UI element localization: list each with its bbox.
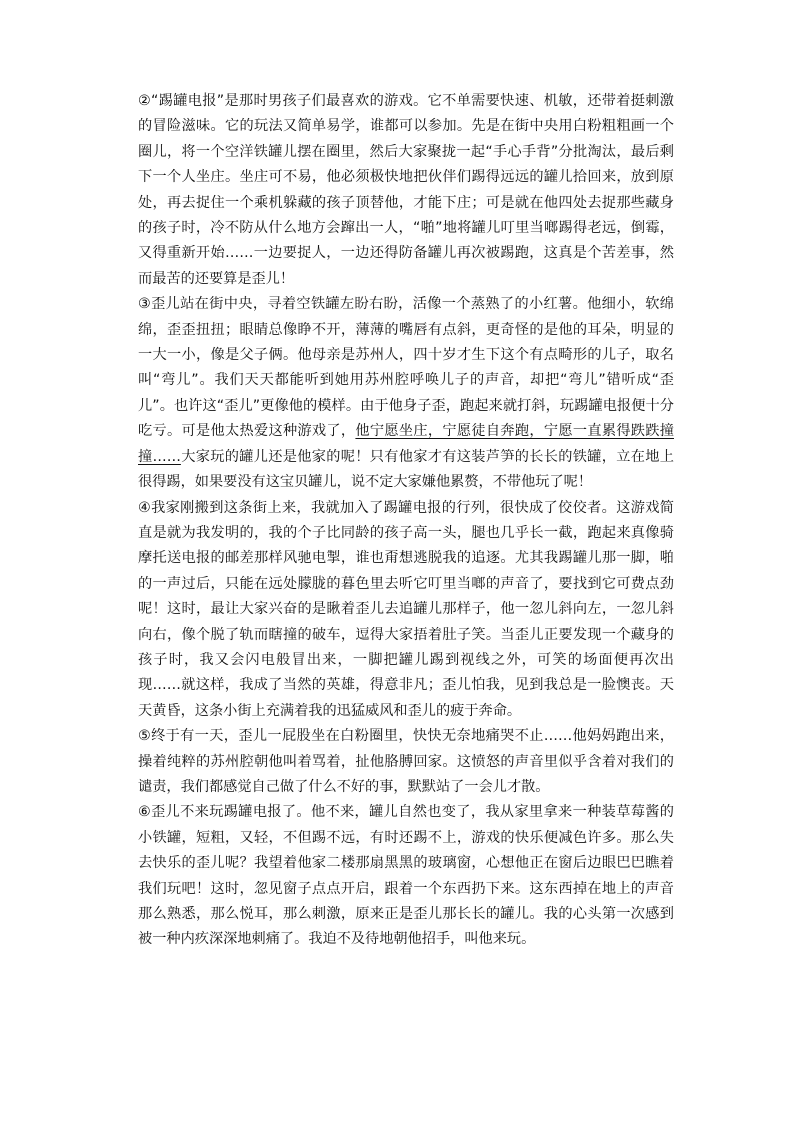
paragraph-3 [138,292,674,495]
paragraph-5-text: ⑤终于有一天，歪儿一屁股坐在白粉圈里，快快无奈地痛哭不止……他妈妈跑出来，操着纯粹的苏州腔朝他叫着骂着，扯他胳膊回家。这愤怒的声音里似乎含着对我们的谴责，我们都感觉自己做了什么不好的事，默默站了一会儿才散。 [138,728,674,795]
paragraph-6-text: ⑥歪儿不来玩踢罐电报了。他不来，罐儿自然也变了，我从家里拿来一种装草莓酱的小铁罐，短粗，又轻，不但踢不远，有时还踢不上，游戏的快乐便减色许多。那么失去快乐的歪儿呢？我望着他家二楼那扇黑黑的玻璃窗，心想他正在窗后边眼巴巴瞧着我们玩吧！这时，忽见窗子点点开启，跟着一个东西扔下来。这东西掉在地上的声音那么熟悉，那么悦耳，那么刺激，原来正是歪儿那长长的罐儿。我的心头第一次感到被一种内疚深深地刺痛了。我迫不及待地朝他招手，叫他来玩。 [138,804,674,948]
paragraph-3-text-b: 大家玩的罐儿还是他家的呢！只有他家才有这装芦笋的长长的铁罐，立在地上很得踢，如果要没有这宝贝罐儿，说不定大家嫌他累赘，不带他玩了呢！ [138,448,674,491]
paragraph-5 [138,724,674,800]
document-page [138,89,674,953]
paragraph-4-text: ④我家刚搬到这条街上来，我就加入了踢罐电报的行列，很快成了佼佼者。这游戏简直是就为我发明的，我的个子比同龄的孩子高一头，腿也几乎长一截，跑起来真像骑摩托送电报的邮差那样风驰电掣，谁也甭想逃脱我的追逐。尤其我踢罐儿那一脚，啪的一声过后，只能在远处朦胧的暮色里去听它叮里当啷的声音了，要找到它可费点劲呢！这时，最让大家兴奋的是瞅着歪儿去追罐儿那样子，他一忽儿斜向左，一忽儿斜向右，像个脱了轨而瞎撞的破车，逗得大家捂着肚子笑。当歪儿正要发现一个藏身的孩子时，我又会闪电般冒出来，一脚把罐儿踢到视线之外，可笑的场面便再次出现……就这样，我成了当然的英雄，得意非凡；歪儿怕我，见到我总是一脸懊丧。天天黄昏，这条小街上充满着我的迅猛威风和歪儿的疲于奔命。 [138,499,674,719]
paragraph-6 [138,800,674,952]
paragraph-4 [138,496,674,725]
paragraph-2 [138,89,674,292]
underlined-sentence: 他宁愿坐庄，宁愿徒自奔跑，宁愿一直累得跌跌撞撞…… [138,423,674,465]
paragraph-2-text: ②“踢罐电报”是那时男孩子们最喜欢的游戏。它不单需要快速、机敏，还带着挺刺激的冒险滋味。它的玩法又简单易学，谁都可以参加。先是在街中央用白粉粗粗画一个圈儿，将一个空洋铁罐儿摆在圈里，然后大家聚拢一起“手心手背”分批淘汰，最后剩下一个人坐庄。坐庄可不易，他必须极快地把伙伴们踢得远远的罐儿拾回来，放到原处，再去捉住一个乘机躲藏的孩子顶替他，才能下庄；可是就在他四处去捉那些藏身的孩子时，冷不防从什么地方会蹿出一人，“啪”地将罐儿叮里当啷踢得老远，倒霉，又得重新开始……一边要捉人，一边还得防备罐儿再次被踢跑，这真是个苦差事，然而最苦的还要算是歪儿！ [138,93,674,287]
paragraph-3-text-a: ③歪儿站在街中央，寻着空铁罐左盼右盼，活像一个蒸熟了的小红薯。他细小，软绵绵，歪歪扭扭；眼睛总像睁不开，薄薄的嘴唇有点斜，更奇怪的是他的耳朵，明显的一大一小，像是父子俩。他母亲是苏州人，四十岁才生下这个有点畸形的儿子，取名叫“弯儿”。我们天天都能听到她用苏州腔呼唤儿子的声音，却把“弯儿”错听成“歪儿”。也许这“歪儿”更像他的模样。由于他身子歪，跑起来就打斜，玩踢罐电报便十分吃亏。可是他太热爱这种游戏了， [138,296,674,440]
